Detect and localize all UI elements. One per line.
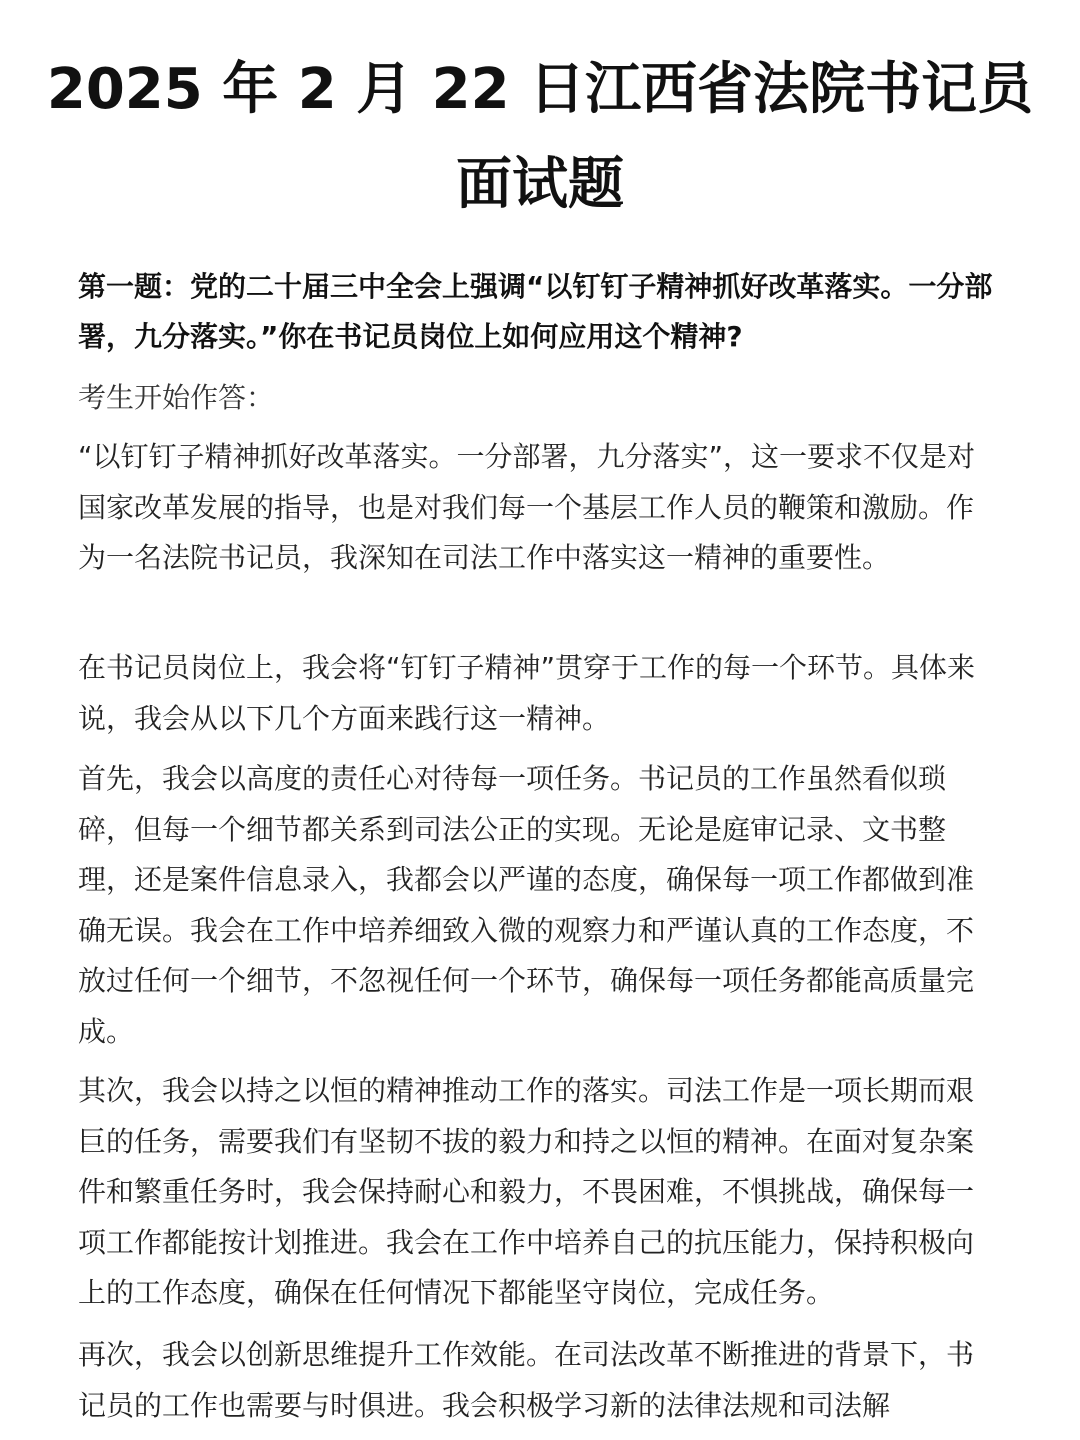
answer-paragraph-2: 在书记员岗位上，我会将“钉钉子精神”贯穿于工作的每一个环节。具体来说，我会从以下几个方面来践行这一精神。 [78, 651, 976, 735]
answer-paragraph-4: 其次，我会以持之以恒的精神推动工作的落实。司法工作是一项长期而艰巨的任务，需要我们有坚韧不拔的毅力和持之以恒的精神。在面对复杂案件和繁重任务时，我会保持耐心和毅力，不畏困难，不惧挑战，确保每一项工作都能按计划推进。我会在工作中培养自己的抗压能力，保持积极向上的工作态度，确保在任何情况下都能坚守岗位，完成任务。 [78, 1074, 975, 1309]
answer-label: 考生开始作答： [78, 381, 275, 414]
document-title-line-1: 2025 年 2 月 22 日江西省法院书记员 [46, 57, 1034, 122]
answer-paragraph-5: 再次，我会以创新思维提升工作效能。在司法改革不断推进的背景下，书记员的工作也需要与时俱进。我会积极学习新的法律法规和司法解 [78, 1338, 975, 1422]
answer-paragraph-1: “以钉钉子精神抓好改革落实。一分部署，九分落实”，这一要求不仅是对国家改革发展的指导，也是对我们每一个基层工作人员的鞭策和激励。作为一名法院书记员，我深知在司法工作中落实这一精神的重要性。 [78, 440, 976, 574]
question-heading: 第一题：党的二十届三中全会上强调“以钉钉子精神抓好改革落实。一分部署，九分落实。”你在书记员岗位上如何应用这个精神? [78, 270, 993, 353]
document-title-line-2: 面试题 [456, 152, 624, 217]
answer-paragraph-3: 首先，我会以高度的责任心对待每一项任务。书记员的工作虽然看似琐碎，但每一个细节都关系到司法公正的实现。无论是庭审记录、文书整理，还是案件信息录入，我都会以严谨的态度，确保每一项工作都做到准确无误。我会在工作中培养细致入微的观察力和严谨认真的工作态度，不放过任何一个细节，不忽视任何一个环节，确保每一项任务都能高质量完成。 [78, 762, 975, 1048]
